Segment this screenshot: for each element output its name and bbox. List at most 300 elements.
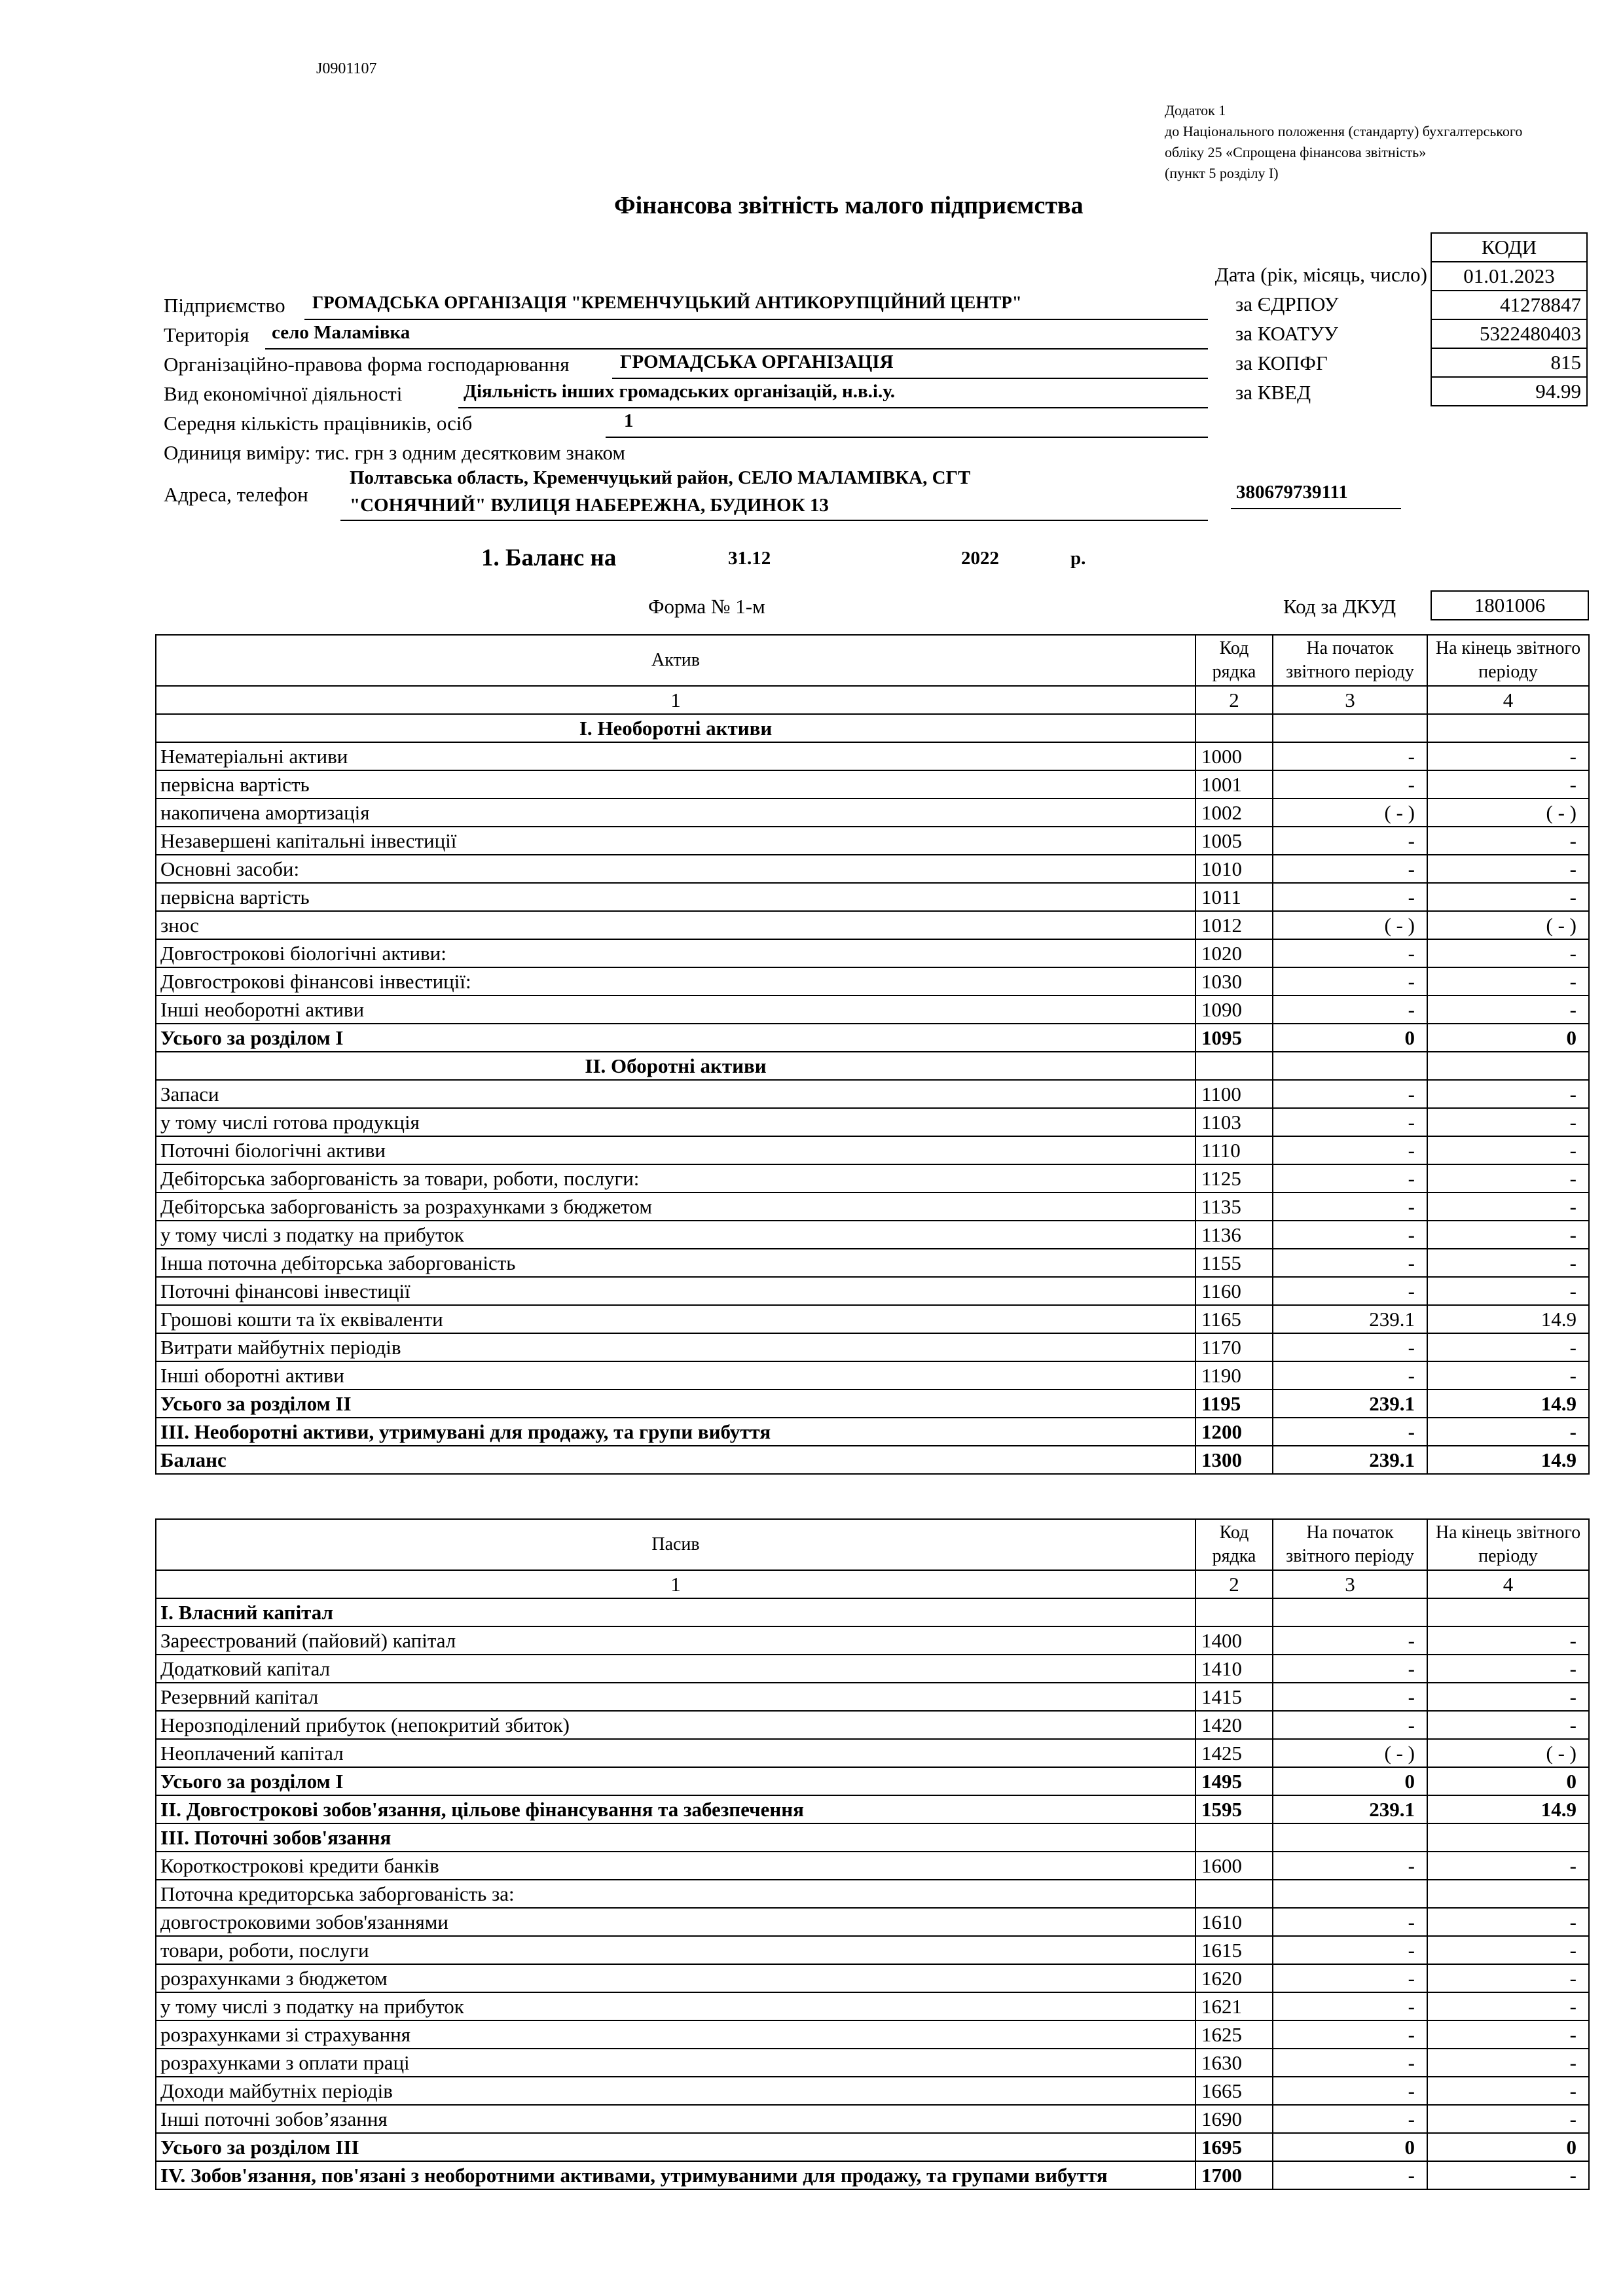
kved-label: за КВЕД xyxy=(1235,381,1311,404)
row-start-value: - xyxy=(1273,2077,1427,2105)
row-name: Інші необоротні активи xyxy=(156,996,1195,1024)
row-start-value: - xyxy=(1273,1361,1427,1390)
row-code: 1155 xyxy=(1195,1249,1273,1277)
row-start-value: - xyxy=(1273,855,1427,883)
dkud-label: Код за ДКУД xyxy=(1283,595,1396,618)
row-end-value: ( - ) xyxy=(1427,798,1589,827)
balance-title: 1. Баланс на xyxy=(481,545,617,571)
row-code: 1410 xyxy=(1195,1655,1273,1683)
row-start-value: - xyxy=(1273,742,1427,770)
row-code: 1690 xyxy=(1195,2105,1273,2133)
col-number: 4 xyxy=(1427,686,1589,714)
row-start-value: - xyxy=(1273,1221,1427,1249)
row-name: знос xyxy=(156,911,1195,939)
row-start-value: - xyxy=(1273,883,1427,911)
table-row xyxy=(156,1936,1589,1964)
row-start-value: 239.1 xyxy=(1273,1305,1427,1333)
row-end-value: 14.9 xyxy=(1427,1390,1589,1418)
row-name: первісна вартість xyxy=(156,770,1195,798)
row-start-value: - xyxy=(1273,1711,1427,1739)
employees-value: 1 xyxy=(624,410,634,431)
row-name: Усього за розділом II xyxy=(156,1390,1195,1418)
header-asset: Актив xyxy=(156,635,1195,686)
enterprise-value: ГРОМАДСЬКА ОРГАНІЗАЦІЯ "КРЕМЕНЧУЦЬКИЙ АНТИКОРУПЦІЙНИЙ ЦЕНТР" xyxy=(312,293,1022,312)
row-code: 1420 xyxy=(1195,1711,1273,1739)
table-row xyxy=(156,770,1589,798)
row-start-value: - xyxy=(1273,1333,1427,1361)
row-name: Усього за розділом IІІ xyxy=(156,2133,1195,2161)
table-row xyxy=(156,1446,1589,1474)
header-end: На кінець звітного періоду xyxy=(1427,1519,1589,1570)
empty-cell xyxy=(1273,714,1427,742)
row-name: Короткострокові кредити банків xyxy=(156,1852,1195,1880)
row-code: 1400 xyxy=(1195,1626,1273,1655)
table-row xyxy=(156,1823,1589,1852)
row-end-value: - xyxy=(1427,770,1589,798)
row-name: у тому числі з податку на прибуток xyxy=(156,1221,1195,1249)
table-row xyxy=(156,1683,1589,1711)
row-end-value: - xyxy=(1427,1277,1589,1305)
row-code: 1610 xyxy=(1195,1908,1273,1936)
table-row xyxy=(156,911,1589,939)
row-name: IІІ. Необоротні активи, утримувані для продажу, та групи вибуття xyxy=(156,1418,1195,1446)
row-code: 1090 xyxy=(1195,996,1273,1024)
row-code: 1012 xyxy=(1195,911,1273,939)
table-row xyxy=(156,1964,1589,1992)
section-heading: І. Необоротні активи xyxy=(156,714,1195,742)
row-name: товари, роботи, послуги xyxy=(156,1936,1195,1964)
row-name: Нематеріальні активи xyxy=(156,742,1195,770)
row-start-value: - xyxy=(1273,1136,1427,1164)
row-code: 1595 xyxy=(1195,1795,1273,1823)
table-row xyxy=(156,1052,1589,1080)
row-end-value xyxy=(1427,1823,1589,1852)
appendix-line: обліку 25 «Спрощена фінансова звітність» xyxy=(1165,144,1427,160)
row-end-value: - xyxy=(1427,1136,1589,1164)
row-start-value: - xyxy=(1273,939,1427,967)
table-row xyxy=(156,1108,1589,1136)
section-heading: II. Оборотні активи xyxy=(156,1052,1195,1080)
row-start-value: - xyxy=(1273,2049,1427,2077)
row-name: Доходи майбутніх періодів xyxy=(156,2077,1195,2105)
row-name: Усього за розділом I xyxy=(156,1767,1195,1795)
row-start-value: - xyxy=(1273,1108,1427,1136)
table-row xyxy=(156,1418,1589,1446)
row-code: 1000 xyxy=(1195,742,1273,770)
row-start-value: - xyxy=(1273,1193,1427,1221)
row-end-value: - xyxy=(1427,1936,1589,1964)
table-row xyxy=(156,1992,1589,2020)
row-start-value: 239.1 xyxy=(1273,1446,1427,1474)
col-number: 1 xyxy=(156,686,1195,714)
table-row xyxy=(156,798,1589,827)
row-start-value xyxy=(1273,1823,1427,1852)
row-end-value: - xyxy=(1427,1711,1589,1739)
row-start-value: - xyxy=(1273,770,1427,798)
row-code: 1625 xyxy=(1195,2020,1273,2049)
table-row xyxy=(156,827,1589,855)
row-name: Зареєстрований (пайовий) капітал xyxy=(156,1626,1195,1655)
row-code: 1700 xyxy=(1195,2161,1273,2189)
row-end-value xyxy=(1427,1598,1589,1626)
table-row xyxy=(156,996,1589,1024)
table-row xyxy=(156,1193,1589,1221)
table-row xyxy=(156,2161,1589,2189)
table-row xyxy=(156,1739,1589,1767)
row-start-value: 0 xyxy=(1273,1024,1427,1052)
table-row xyxy=(156,1249,1589,1277)
table-row xyxy=(156,1655,1589,1683)
row-name: Поточні біологічні активи xyxy=(156,1136,1195,1164)
row-name: Баланс xyxy=(156,1446,1195,1474)
employees-label: Середня кількість працівників, осіб xyxy=(164,412,473,435)
address-label: Адреса, телефон xyxy=(164,483,308,506)
empty-cell xyxy=(1273,1052,1427,1080)
row-code: 1190 xyxy=(1195,1361,1273,1390)
row-code: 1160 xyxy=(1195,1277,1273,1305)
row-name: довгостроковими зобов'язаннями xyxy=(156,1908,1195,1936)
table-row xyxy=(156,1080,1589,1108)
table-row xyxy=(156,1221,1589,1249)
row-end-value: 0 xyxy=(1427,1024,1589,1052)
row-name: первісна вартість xyxy=(156,883,1195,911)
row-name: IІІ. Поточні зобов'язання xyxy=(156,1823,1195,1852)
enterprise-label: Підприємство xyxy=(164,294,285,317)
form-code: J0901107 xyxy=(316,60,377,77)
appendix-note xyxy=(1165,100,1522,184)
row-start-value xyxy=(1273,1598,1427,1626)
dkud-value: 1801006 xyxy=(1431,590,1589,620)
row-end-value: - xyxy=(1427,967,1589,996)
row-end-value: - xyxy=(1427,855,1589,883)
table-row xyxy=(156,967,1589,996)
row-start-value: - xyxy=(1273,1418,1427,1446)
address-line: "СОНЯЧНИЙ" ВУЛИЦЯ НАБЕРЕЖНА, БУДИНОК 13 xyxy=(350,495,829,516)
row-start-value: - xyxy=(1273,1992,1427,2020)
table-row xyxy=(156,1333,1589,1361)
row-code: 1621 xyxy=(1195,1992,1273,2020)
row-start-value: - xyxy=(1273,2105,1427,2133)
row-code: 1110 xyxy=(1195,1136,1273,1164)
row-name: Довгострокові біологічні активи: xyxy=(156,939,1195,967)
appendix-line: Додаток 1 xyxy=(1165,102,1226,118)
row-end-value: 0 xyxy=(1427,1767,1589,1795)
row-code: 1005 xyxy=(1195,827,1273,855)
appendix-line: до Національного положення (стандарту) бухгалтерського xyxy=(1165,123,1523,139)
header-code: Код рядка xyxy=(1195,635,1273,686)
row-name: Довгострокові фінансові інвестиції: xyxy=(156,967,1195,996)
empty-cell xyxy=(1195,1052,1273,1080)
row-name: Усього за розділом I xyxy=(156,1024,1195,1052)
row-name: Запаси xyxy=(156,1080,1195,1108)
row-name: Дебіторська заборгованість за розрахунками з бюджетом xyxy=(156,1193,1195,1221)
header-start: На початок звітного періоду xyxy=(1273,1519,1427,1570)
row-end-value: - xyxy=(1427,2105,1589,2133)
row-name: Грошові кошти та їх еквіваленти xyxy=(156,1305,1195,1333)
table-row xyxy=(156,1795,1589,1823)
row-code: 1011 xyxy=(1195,883,1273,911)
table-row xyxy=(156,939,1589,967)
row-code: 1495 xyxy=(1195,1767,1273,1795)
code-kved: 94.99 xyxy=(1431,377,1587,406)
row-code: 1100 xyxy=(1195,1080,1273,1108)
header-code: Код рядка xyxy=(1195,1519,1273,1570)
col-number: 2 xyxy=(1195,1570,1273,1598)
row-end-value: - xyxy=(1427,742,1589,770)
row-end-value: - xyxy=(1427,1361,1589,1390)
balance-year: 2022 xyxy=(961,548,999,569)
table-row xyxy=(156,1136,1589,1164)
row-name: Неоплачений капітал xyxy=(156,1739,1195,1767)
row-name: Інша поточна дебіторська заборгованість xyxy=(156,1249,1195,1277)
row-start-value: ( - ) xyxy=(1273,1739,1427,1767)
row-end-value: - xyxy=(1427,1249,1589,1277)
row-end-value: - xyxy=(1427,1992,1589,2020)
table-row xyxy=(156,1880,1589,1908)
row-end-value: - xyxy=(1427,1655,1589,1683)
balance-date: 31.12 xyxy=(728,548,771,569)
table-row xyxy=(156,2077,1589,2105)
koatuu-label: за КОАТУУ xyxy=(1235,322,1338,345)
row-name: Основні засоби: xyxy=(156,855,1195,883)
table-row xyxy=(156,1305,1589,1333)
empty-cell xyxy=(1427,1052,1589,1080)
row-name: Інші оборотні активи xyxy=(156,1361,1195,1390)
legal-form-value: ГРОМАДСЬКА ОРГАНІЗАЦІЯ xyxy=(620,351,894,372)
row-end-value: 14.9 xyxy=(1427,1446,1589,1474)
row-name: Незавершені капітальні інвестиції xyxy=(156,827,1195,855)
row-code: 1002 xyxy=(1195,798,1273,827)
table-row xyxy=(156,714,1589,742)
row-end-value: 0 xyxy=(1427,2133,1589,2161)
row-name: у тому числі готова продукція xyxy=(156,1108,1195,1136)
assets-table xyxy=(155,634,1590,1475)
row-start-value: 0 xyxy=(1273,1767,1427,1795)
row-end-value: - xyxy=(1427,1164,1589,1193)
row-code: 1620 xyxy=(1195,1964,1273,1992)
row-code: 1135 xyxy=(1195,1193,1273,1221)
table-row xyxy=(156,1908,1589,1936)
row-start-value: - xyxy=(1273,967,1427,996)
table-row xyxy=(156,742,1589,770)
row-name: Витрати майбутніх періодів xyxy=(156,1333,1195,1361)
row-name: розрахунками зі страхування xyxy=(156,2020,1195,2049)
row-end-value: - xyxy=(1427,1108,1589,1136)
row-end-value: - xyxy=(1427,1626,1589,1655)
row-code: 1103 xyxy=(1195,1108,1273,1136)
row-start-value: 239.1 xyxy=(1273,1390,1427,1418)
row-start-value: 0 xyxy=(1273,2133,1427,2161)
row-end-value: - xyxy=(1427,1080,1589,1108)
row-start-value: - xyxy=(1273,1626,1427,1655)
row-start-value: - xyxy=(1273,1683,1427,1711)
empty-cell xyxy=(1195,714,1273,742)
row-end-value: - xyxy=(1427,1852,1589,1880)
code-kopfg: 815 xyxy=(1431,348,1587,377)
row-end-value: - xyxy=(1427,1193,1589,1221)
row-start-value: - xyxy=(1273,1852,1427,1880)
balance-year-suffix: р. xyxy=(1070,548,1086,569)
row-end-value: 14.9 xyxy=(1427,1795,1589,1823)
row-code: 1200 xyxy=(1195,1418,1273,1446)
row-code: 1195 xyxy=(1195,1390,1273,1418)
row-start-value: - xyxy=(1273,2020,1427,2049)
row-end-value: ( - ) xyxy=(1427,911,1589,939)
col-number: 4 xyxy=(1427,1570,1589,1598)
row-name: Резервний капітал xyxy=(156,1683,1195,1711)
row-name: II. Довгострокові зобов'язання, цільове фінансування та забезпечення xyxy=(156,1795,1195,1823)
row-end-value: 14.9 xyxy=(1427,1305,1589,1333)
row-code: 1300 xyxy=(1195,1446,1273,1474)
row-end-value: - xyxy=(1427,1418,1589,1446)
col-number: 1 xyxy=(156,1570,1195,1598)
table-row xyxy=(156,883,1589,911)
row-code: 1425 xyxy=(1195,1739,1273,1767)
row-code: 1001 xyxy=(1195,770,1273,798)
date-label: Дата (рік, місяць, число) xyxy=(1214,263,1427,286)
edrpou-label: за ЄДРПОУ xyxy=(1235,293,1339,315)
table-row xyxy=(156,1626,1589,1655)
row-start-value: - xyxy=(1273,1936,1427,1964)
report-title: Фінансова звітність малого підприємства xyxy=(614,192,1084,219)
row-end-value: ( - ) xyxy=(1427,1739,1589,1767)
row-code: 1615 xyxy=(1195,1936,1273,1964)
kopfg-label: за КОПФГ xyxy=(1235,351,1328,374)
table-row xyxy=(156,1361,1589,1390)
phone-value: 380679739111 xyxy=(1236,482,1348,503)
table-row xyxy=(156,1711,1589,1739)
row-start-value: - xyxy=(1273,1908,1427,1936)
table-row xyxy=(156,1852,1589,1880)
row-code: 1125 xyxy=(1195,1164,1273,1193)
unit-label: Одиниця виміру: тис. грн з одним десятковим знаком xyxy=(164,441,626,464)
table-row xyxy=(156,855,1589,883)
row-name: розрахунками з оплати праці xyxy=(156,2049,1195,2077)
table-row xyxy=(156,2020,1589,2049)
territory-label: Територія xyxy=(164,323,249,346)
row-code: 1010 xyxy=(1195,855,1273,883)
codes-table xyxy=(1431,232,1588,406)
row-start-value: - xyxy=(1273,827,1427,855)
row-start-value: - xyxy=(1273,1655,1427,1683)
row-code: 1600 xyxy=(1195,1852,1273,1880)
row-code: 1136 xyxy=(1195,1221,1273,1249)
row-code: 1095 xyxy=(1195,1024,1273,1052)
row-code: 1695 xyxy=(1195,2133,1273,2161)
row-end-value: - xyxy=(1427,996,1589,1024)
code-date: 01.01.2023 xyxy=(1431,262,1587,291)
row-code xyxy=(1195,1598,1273,1626)
row-name: Нерозподілений прибуток (непокритий збиток) xyxy=(156,1711,1195,1739)
table-row xyxy=(156,1024,1589,1052)
col-number: 3 xyxy=(1273,1570,1427,1598)
row-end-value: - xyxy=(1427,2020,1589,2049)
row-code: 1020 xyxy=(1195,939,1273,967)
table-row xyxy=(156,2133,1589,2161)
codes-header: КОДИ xyxy=(1431,233,1587,262)
header-end: На кінець звітного періоду xyxy=(1427,635,1589,686)
enterprise-field xyxy=(304,293,1208,320)
row-name: Поточні фінансові інвестиції xyxy=(156,1277,1195,1305)
liabilities-table xyxy=(155,1518,1590,2190)
row-start-value: - xyxy=(1273,1080,1427,1108)
col-number: 3 xyxy=(1273,686,1427,714)
row-end-value: - xyxy=(1427,2077,1589,2105)
row-end-value: - xyxy=(1427,1221,1589,1249)
row-start-value: - xyxy=(1273,1277,1427,1305)
col-number: 2 xyxy=(1195,686,1273,714)
row-end-value: - xyxy=(1427,1333,1589,1361)
table-row xyxy=(156,1164,1589,1193)
row-start-value: - xyxy=(1273,2161,1427,2189)
table-row xyxy=(156,1277,1589,1305)
table-row xyxy=(156,2105,1589,2133)
row-start-value xyxy=(1273,1880,1427,1908)
row-end-value: - xyxy=(1427,2049,1589,2077)
activity-label: Вид економічної діяльності xyxy=(164,382,403,405)
row-code: 1165 xyxy=(1195,1305,1273,1333)
code-koatuu: 5322480403 xyxy=(1431,319,1587,348)
row-code xyxy=(1195,1823,1273,1852)
activity-field xyxy=(458,381,1208,408)
empty-cell xyxy=(1427,714,1589,742)
address-line: Полтавська область, Кременчуцький район, СЕЛО МАЛАМІВКА, СГТ xyxy=(350,467,971,488)
row-start-value: ( - ) xyxy=(1273,911,1427,939)
row-end-value: - xyxy=(1427,883,1589,911)
code-edrpou: 41278847 xyxy=(1431,291,1587,319)
row-code: 1630 xyxy=(1195,2049,1273,2077)
table-row xyxy=(156,2049,1589,2077)
row-start-value: ( - ) xyxy=(1273,798,1427,827)
row-name: у тому числі з податку на прибуток xyxy=(156,1992,1195,2020)
row-code: 1030 xyxy=(1195,967,1273,996)
row-code xyxy=(1195,1880,1273,1908)
phone-field xyxy=(1231,482,1401,509)
address-field xyxy=(340,463,1208,521)
header-start: На початок звітного періоду xyxy=(1273,635,1427,686)
territory-field xyxy=(265,322,1208,350)
legal-form-field xyxy=(612,351,1208,379)
header-liability: Пасив xyxy=(156,1519,1195,1570)
row-start-value: - xyxy=(1273,996,1427,1024)
form-label: Форма № 1-м xyxy=(648,595,765,618)
row-end-value xyxy=(1427,1880,1589,1908)
row-start-value: - xyxy=(1273,1164,1427,1193)
row-end-value: - xyxy=(1427,1908,1589,1936)
table-row xyxy=(156,1598,1589,1626)
row-end-value: - xyxy=(1427,1964,1589,1992)
row-name: накопичена амортизація xyxy=(156,798,1195,827)
row-name: розрахунками з бюджетом xyxy=(156,1964,1195,1992)
legal-form-label: Організаційно-правова форма господарювання xyxy=(164,353,570,376)
row-name: I. Власний капітал xyxy=(156,1598,1195,1626)
row-name: Дебіторська заборгованість за товари, роботи, послуги: xyxy=(156,1164,1195,1193)
activity-value: Діяльність інших громадських організацій, н.в.і.у. xyxy=(464,381,896,402)
employees-field xyxy=(606,410,1208,438)
row-name: Додатковий капітал xyxy=(156,1655,1195,1683)
row-code: 1415 xyxy=(1195,1683,1273,1711)
row-name: ІV. Зобов'язання, пов'язані з необоротними активами, утримуваними для продажу, та групами вибуття xyxy=(156,2161,1195,2189)
table-row xyxy=(156,1390,1589,1418)
row-end-value: - xyxy=(1427,2161,1589,2189)
row-name: Поточна кредиторська заборгованість за: xyxy=(156,1880,1195,1908)
row-code: 1665 xyxy=(1195,2077,1273,2105)
appendix-line: (пункт 5 розділу I) xyxy=(1165,165,1279,181)
row-start-value: - xyxy=(1273,1249,1427,1277)
row-start-value: - xyxy=(1273,1964,1427,1992)
row-end-value: - xyxy=(1427,1683,1589,1711)
table-row xyxy=(156,1767,1589,1795)
